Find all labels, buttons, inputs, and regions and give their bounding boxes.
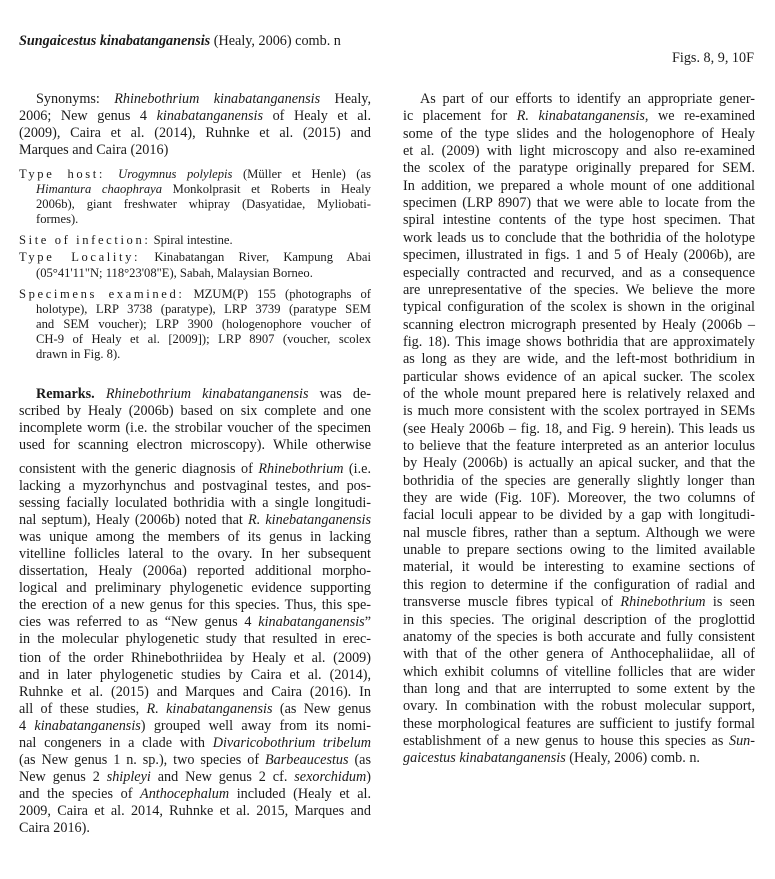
text-run: which exhibit columns of vitelline follicles that are wider [403, 663, 755, 680]
italic-text: R. kinebatanganensis [248, 512, 371, 528]
text-run [95, 386, 106, 402]
right-column-line [403, 369, 755, 386]
text-run: transverse muscle fibres typical of [403, 594, 621, 611]
right-column-line [403, 490, 755, 507]
text-run: typical configuration of the scolex is shown in the original [403, 299, 755, 316]
type-locality-line [36, 266, 371, 281]
text-run: Ruhnke et al. (2015) and Marques and Caira (2016). In [19, 684, 371, 700]
remarks-line [19, 650, 371, 667]
remarks-line [19, 701, 371, 718]
text-run: As part of our efforts to identify an appropriate gener- [420, 91, 755, 107]
text-run: sessing facially loculated bothridia with a single longitudi- [19, 495, 371, 511]
text-run: 2006b), giant freshwater whipray (Dasyatidae, Myliobati- [36, 197, 371, 211]
text-run: (as New genus [272, 701, 371, 717]
text-run: unable to prepare sections owing to the limited available [403, 542, 755, 559]
remarks-heading: Remarks. [36, 386, 95, 402]
remarks-line [19, 529, 371, 546]
text-run: lacking a myzorhynchus and postvaginal testes, and pos- [19, 478, 371, 494]
text-run: nal muscle fibres, rather than a septum. Although we were [403, 524, 755, 541]
italic-text: R. kinabatanganensis [146, 701, 273, 717]
right-column-line [403, 577, 755, 594]
right-column-line [403, 612, 755, 629]
text-run: ovary. In combination with the robust molecular support, [403, 698, 755, 715]
italic-text: Rhinebothrium kinabatanganensis [105, 386, 309, 402]
text-run: In addition, we prepared a whole mount of one additional [403, 177, 755, 194]
text-run: (see Healy 2006b – fig. 18, and Fig. 9 herein). This leads us [403, 420, 755, 437]
text-run: was de- [308, 386, 371, 402]
synonyms-line [36, 91, 371, 108]
type-host-label: Type host: [19, 167, 119, 181]
remarks-line [19, 461, 371, 478]
italic-text: Sun- [728, 732, 755, 749]
text-run: (Müller et Henle) (as [232, 167, 371, 181]
text-run: spiral intestine contents of the type host specimen. That [403, 212, 755, 229]
italic-text: Barbeaucestus [264, 752, 349, 768]
species-title [19, 33, 341, 50]
right-column-line [403, 143, 755, 160]
italic-text: kinabatanganensis [258, 614, 365, 630]
remarks-line [36, 386, 371, 403]
text-run: Marques and Caira (2016) [19, 142, 169, 158]
right-column-line [403, 525, 755, 542]
specimens-line [36, 347, 371, 362]
text-run: Synonyms: [36, 91, 115, 107]
right-column-line [403, 594, 755, 611]
text-run: nal congeners in a clade with [19, 735, 213, 751]
remarks-line [19, 580, 371, 597]
text-run: by Healy (2006b) is actually an apical sucker, and that the [403, 455, 755, 472]
type-host-line [19, 167, 371, 182]
italic-text: sexorchidum [294, 769, 367, 785]
text-run: 2006; New genus 4 [19, 108, 157, 124]
text-run: consistent with the generic diagnosis of [19, 461, 259, 477]
remarks-line [19, 512, 371, 529]
remarks-line [19, 420, 371, 437]
figure-reference: Figs. 8, 9, 10F [672, 50, 754, 66]
text-run: 2009, Caira et al. 2014, Ruhnke et al. 2015, Marques and [19, 803, 371, 819]
text-run: some of the type slides and the hologenophore of Healy [403, 125, 755, 142]
right-column-line [403, 351, 755, 368]
remarks-line [19, 631, 371, 648]
text-run: especially contracted and recurved, and as a consequence [403, 264, 755, 281]
right-column-line [403, 507, 755, 524]
right-column-line [403, 473, 755, 490]
text-run: ic placement for [403, 108, 517, 125]
italic-text: R. kinabatanganensis [516, 108, 645, 125]
specimens-line [36, 302, 371, 317]
remarks-line [19, 546, 371, 563]
right-column-line [403, 664, 755, 681]
synonyms-line [19, 108, 371, 125]
synonyms-line [19, 142, 371, 159]
remarks-line [19, 752, 371, 769]
right-column-line [403, 681, 755, 698]
text-run: was unique among the members of its genus in lacking [19, 529, 371, 545]
remarks-line [19, 820, 371, 837]
text-run: et al. (2009) with light microscopy and also re-examined [403, 143, 755, 160]
text-run: used for scanning electron microscopy). While otherwise [19, 437, 371, 453]
remarks-line [19, 735, 371, 752]
right-column-line [403, 178, 755, 195]
text-run: in this species. The original description of the proglottid [403, 611, 755, 628]
italic-text: Anthocephalum [140, 786, 230, 802]
remarks-line [19, 478, 371, 495]
right-column-line [403, 265, 755, 282]
text-run: nal septum), Healy (2006b) noted that [19, 512, 249, 528]
text-run: of Healy et al. [263, 108, 371, 124]
right-column-line [403, 733, 755, 750]
right-column-line [403, 629, 755, 646]
italic-text: Urogymnus polylepis [118, 167, 233, 181]
text-run: scribed by Healy (2006b) based on six complete and one [19, 403, 371, 419]
right-column-line [403, 108, 755, 125]
text-run: and SEM voucher); LRP 3900 (hologenophore voucher of [36, 317, 371, 331]
text-run: 4 [19, 718, 35, 734]
right-column-line [403, 750, 755, 767]
text-run: ) grouped well away from its nomi- [140, 718, 371, 734]
text-run: tion of the order Rhinebothriidea by Healy et al. (2009) [19, 650, 371, 666]
remarks-line [19, 667, 371, 684]
synonyms-line [19, 125, 371, 142]
text-run: CH-9 of Healy et al. [2009]); LRP 8907 (voucher, scolex [36, 332, 371, 346]
right-column-line [403, 438, 755, 455]
text-run: ” [364, 614, 371, 630]
specimens-label: Specimens examined: [19, 287, 185, 301]
text-run: work leads us to conclude that the bothridia of the holotype [403, 229, 755, 246]
text-run: to believe that the feature interpreted as an anterior loculus [403, 438, 755, 454]
text-run: drawn in Fig. 8). [36, 347, 121, 361]
right-column-line [403, 317, 755, 334]
title-italic: Sungaicestus kinabatanganensis [19, 33, 211, 49]
text-run: all of these studies, [19, 701, 147, 717]
right-column-line [403, 698, 755, 715]
specimens-line [19, 287, 371, 302]
text-run: cies was referred to as “New genus 4 [19, 614, 259, 630]
remarks-line [19, 684, 371, 701]
text-run: holotype), LRP 3738 (paratype), LRP 3739 (paratype SEM [36, 302, 371, 316]
text-run: vitelline follicles lateral to the ovary. In her subsequent [19, 546, 371, 562]
remarks-line [19, 769, 371, 786]
title-authority: (Healy, 2006) comb. n [210, 33, 341, 49]
text-run: facial loculi appear to be divided by a gap with longitudi- [403, 507, 755, 524]
italic-text: shipleyi [106, 769, 151, 785]
text-run: of the whole mount prepared here is relatively relaxed and [403, 385, 755, 402]
italic-text: kinabatanganensis [34, 718, 141, 734]
text-run: scanning electron micrograph presented by Healy (2006b – [403, 316, 755, 333]
text-run: material, it would be interesting to examine sections of [403, 559, 755, 576]
text-run: (Healy, 2006) comb. n. [565, 750, 700, 767]
text-run: New genus 2 [19, 769, 107, 785]
right-column-line [420, 91, 755, 108]
right-column-line [403, 126, 755, 143]
text-run: as long as they are wide, and the left-most bothridium in [403, 351, 755, 368]
right-column-line [403, 195, 755, 212]
right-column-line [403, 386, 755, 403]
text-run: dissertation, Healy (2006a) reported additional morpho- [19, 563, 371, 579]
text-run: than long and that are interrupted to some extent by the [403, 680, 755, 697]
right-column-line [403, 542, 755, 559]
text-run: is much more consistent with the scolex portrayed in SEMs [403, 403, 755, 420]
text-run: and in later phylogenetic studies by Caira et al. (2014), [19, 667, 371, 683]
remarks-line [19, 718, 371, 735]
right-column-line [403, 282, 755, 299]
remarks-line [19, 563, 371, 580]
right-column-line [403, 455, 755, 472]
remarks-line [19, 803, 371, 820]
text-run: this region to determine if the configuration of radial and [403, 576, 755, 593]
remarks-line [19, 614, 371, 631]
remarks-line [19, 597, 371, 614]
italic-text: Himantura chaophraya [36, 182, 163, 196]
text-run: the erection of a new genus for this species. Thus, this spe- [19, 597, 371, 613]
right-column-line [403, 421, 755, 438]
italic-text: Rhinebothrium [620, 594, 706, 611]
text-run: (i.e. [343, 461, 371, 477]
text-run: , we re-examined [644, 108, 755, 125]
text-run: is seen [705, 594, 755, 611]
type-locality-label: Type Locality: [19, 250, 141, 264]
text-run: (2009), Caira et al. (2014), Ruhnke et al. (2015) and [19, 125, 371, 141]
text-run: Caira 2016). [19, 820, 90, 836]
specimens-line [36, 332, 371, 347]
text-run: in the molecular phylogenetic study that resulted in erec- [19, 631, 371, 647]
text-run: bothridia of the species are generally slightly longer than [403, 472, 755, 489]
right-column-line [403, 230, 755, 247]
text-run: incomplete worm (i.e. the strobilar voucher of the specimen [19, 420, 371, 436]
site-value: Spiral intestine. [150, 233, 233, 247]
type-locality-line [19, 250, 371, 265]
text-run: and the species of [19, 786, 141, 802]
text-run: MZUM(P) 155 (photographs of [184, 287, 371, 301]
text-run: and New genus 2 cf. [150, 769, 295, 785]
text-run: logical and preliminary phylogenetic evidence supporting [19, 580, 371, 596]
text-run: specimen (LRP 8907) that we were able to locate from the [403, 195, 755, 212]
type-host-line [36, 197, 371, 212]
text-run: formes). [36, 212, 79, 226]
italic-text: Rhinebothrium kinabatanganensis [114, 91, 321, 107]
site-label: Site of infection: [19, 233, 151, 247]
text-run: with that of the other genera of Anthocephaliidae, all of [403, 646, 755, 663]
remarks-line [19, 495, 371, 512]
text-run: Monkolprasit et Roberts in Healy [162, 182, 371, 196]
text-run: anatomy of the species is both accurate and fully consistent [403, 628, 755, 645]
right-column-line [403, 334, 755, 351]
text-run: establishment of a new genus to house this species as [403, 732, 729, 749]
type-host-line [36, 182, 371, 197]
text-run: fig. 18). This image shows bothridia that are approximately [403, 333, 755, 350]
text-run: Healy, [320, 91, 371, 107]
remarks-line [19, 786, 371, 803]
text-run: ) [366, 769, 371, 785]
specimens-line [36, 317, 371, 332]
remarks-line [19, 403, 371, 420]
right-column-line [403, 212, 755, 229]
right-column-line [403, 247, 755, 264]
right-column-line [403, 160, 755, 177]
type-host-line [36, 212, 371, 227]
right-column-line [403, 559, 755, 576]
text-run: included (Healy et al. [229, 786, 372, 802]
text-run: the scolex of the paratype originally prepared for SEM. [403, 160, 755, 177]
text-run: these morphological features are sufficient to justify formal [403, 715, 755, 732]
remarks-line [19, 437, 371, 454]
text-run: specimen, illustrated in figs. 1 and 5 of Healy (2006b), are [403, 247, 755, 264]
text-run: (as [348, 752, 371, 768]
site-of-infection [19, 233, 233, 248]
text-run: are unrepresentative of the species. We believe the more [403, 281, 755, 298]
text-run: Kinabatangan River, Kampung Abai [140, 250, 371, 264]
right-column-line [403, 716, 755, 733]
right-column-line [403, 299, 755, 316]
right-column-line [403, 403, 755, 420]
italic-text: kinabatanganensis [156, 108, 263, 124]
italic-text: gaicestus kinabatanganensis [403, 750, 566, 767]
text-run: they are wide (Fig. 10F). Moreover, the two columns of [403, 490, 755, 507]
right-column-line [403, 646, 755, 663]
italic-text: Rhinebothrium [258, 461, 344, 477]
text-run: (05°41'11"N; 118°23'08"E), Sabah, Malaysian Borneo. [36, 266, 313, 280]
text-run: particular shows evidence of an apical sucker. The scolex [403, 368, 755, 385]
italic-text: Divaricobothrium tribelum [212, 735, 372, 751]
text-run: (as New genus 1 n. sp.), two species of [19, 752, 265, 768]
